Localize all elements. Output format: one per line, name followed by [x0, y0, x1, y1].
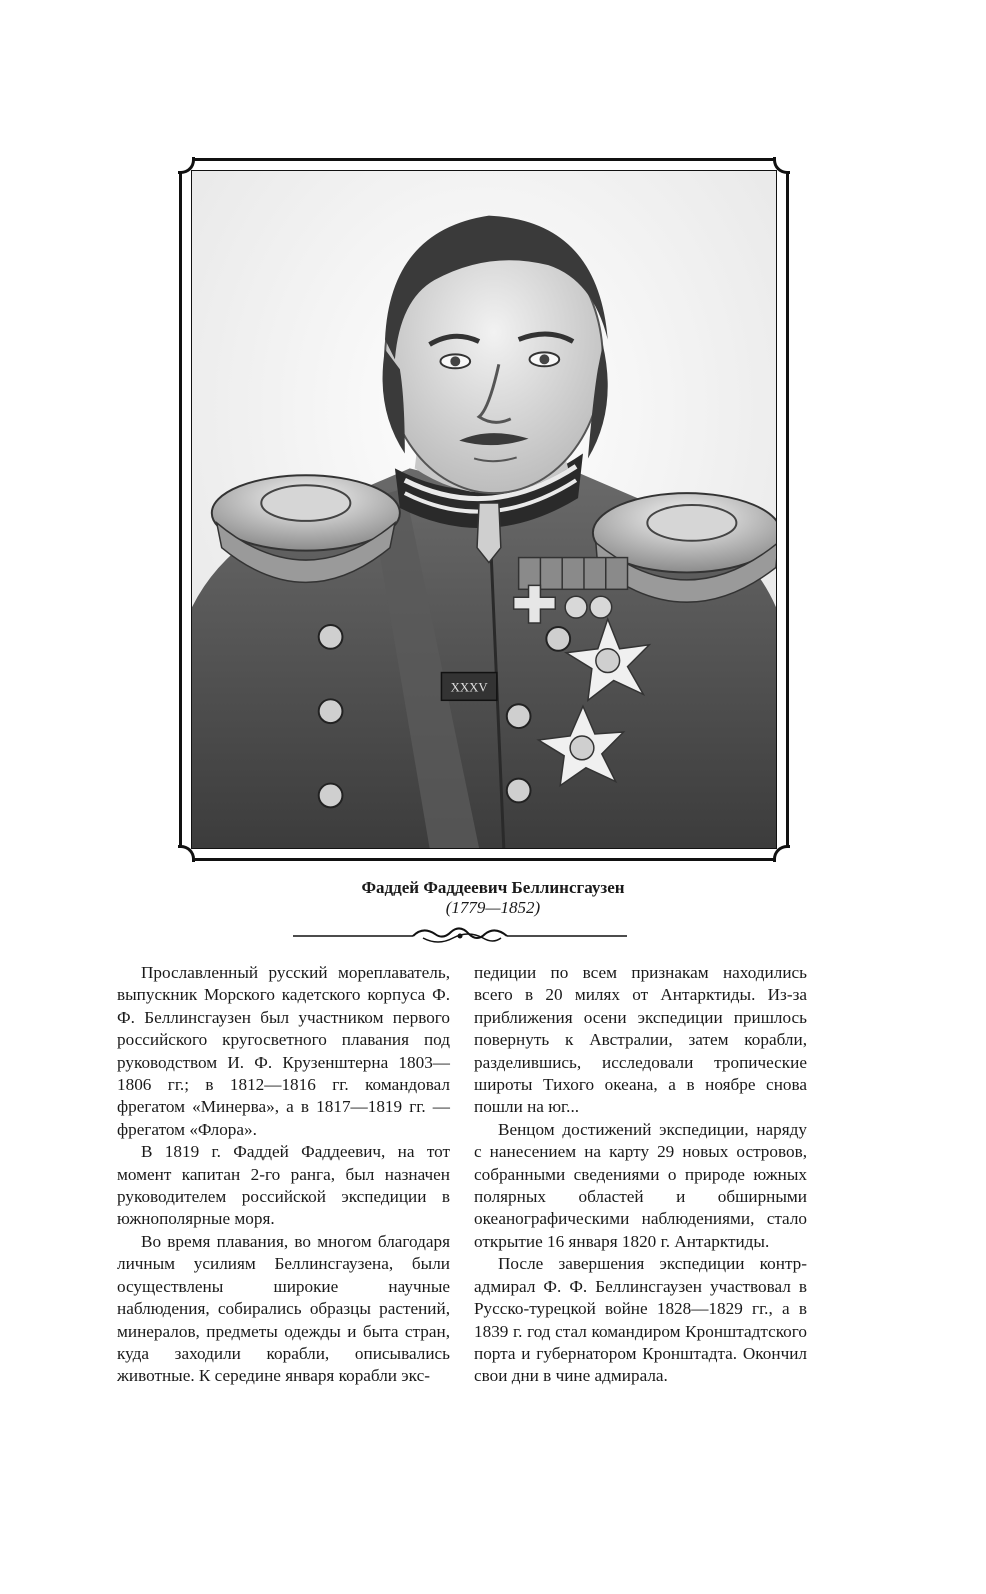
badge-text: XXXV — [450, 680, 488, 695]
engraved-portrait-icon — [192, 171, 776, 848]
portrait-frame — [179, 158, 789, 861]
paragraph: Венцом достижений экспедиции, наряду с нанесением на карту 29 новых островов, собранными сведениями о природе южных полярных областей и обширными океанографическими наблюдениями, стало открытие 16 января 1820 г. Антарктиды. — [474, 1119, 807, 1251]
portrait-image — [191, 170, 777, 849]
paragraph: Прославленный русский мореплаватель, выпускник Морского кадетского корпуса Ф. Ф. Беллинсгаузен был участником первого российского кругосветного плавания под руководством И. Ф. Крузенштерна 1803—1806 гг.; в 1812—1816 гг. командовал фрегатом «Минерва», а в 1817—1819 гг. — фрегатом «Флора». — [117, 963, 450, 1139]
paragraph: После завершения экспедиции контр-адмирал Ф. Ф. Беллинсгаузен участвовал в Русско-турецкой войне 1828—1829 гг., а в 1839 г. год стал командиром Кронштадтского порта и губернатором Кронштадта. Окончил свои дни в чине адмирала. — [474, 1254, 807, 1386]
right-column — [474, 962, 807, 1388]
left-column — [117, 962, 450, 1388]
portrait-caption — [0, 878, 986, 918]
divider-ornament-icon — [293, 924, 627, 948]
paragraph: Во время плавания, во многом благодаря личным усилиям Беллинсгаузена, были осуществлены широкие научные наблюдения, собирались образцы растений, минералов, предметы одежды и быта стран, куда заходили корабли, описывались животные. К середине января корабли экс- — [117, 1231, 450, 1386]
caption-years: (1779—1852) — [445, 898, 541, 917]
caption-name: Фаддей Фаддеевич Беллинсгаузен — [361, 878, 625, 897]
paragraph-continuation: педиции по всем признакам находились всего в 20 милях от Антарктиды. Из-за приближения осени экспедиции пришлось повернуть к Австралии, затем корабли, разделившись, исследовали тропические широты Тихого океана, а в ноябре снова пошли на юг... — [474, 963, 807, 1117]
paragraph: В 1819 г. Фаддей Фаддеевич, на тот момент капитан 2-го ранга, был назначен руководителем российской экспедиции в южнополярные моря. — [117, 1142, 450, 1229]
